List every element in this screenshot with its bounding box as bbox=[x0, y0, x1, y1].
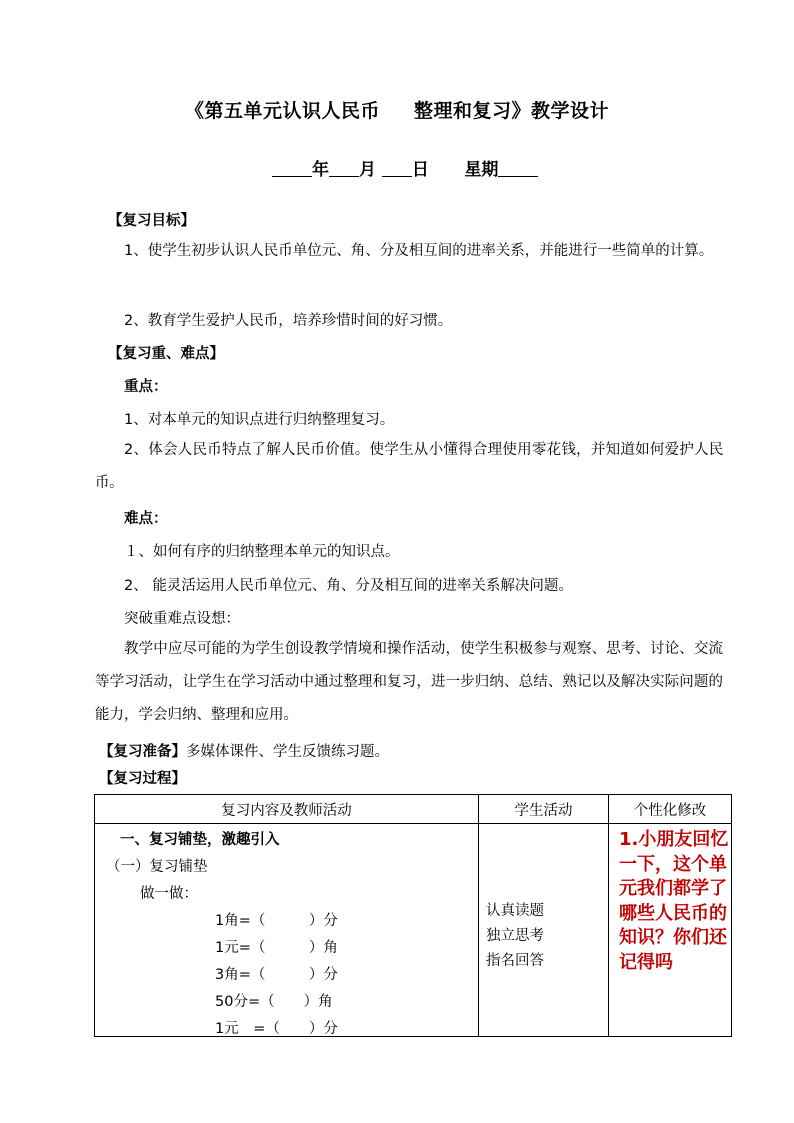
breakthrough-text: 教学中应尽可能的为学生创设教学情境和操作活动，使学生积极参与观察、思考、讨论、交流等学习活动，让学生在学习活动中通过整理和复习，进一步归纳、总结、熟记以及解决实际问题的能力，学会归纳、整理和应用。 bbox=[95, 641, 723, 723]
title-part-2: 整理和复习》教学设计 bbox=[414, 100, 610, 122]
table-header-row bbox=[95, 795, 732, 824]
teacher-activity-cell bbox=[95, 824, 479, 1037]
exercise-item: 1元 =（ ）分 bbox=[215, 1021, 338, 1037]
student-activity-item: 独立思考 bbox=[486, 928, 544, 944]
date-line bbox=[272, 155, 538, 180]
lesson-process-table bbox=[94, 794, 732, 1037]
title-part-1: 《第五单元认识人民币 bbox=[184, 100, 380, 122]
exercise-item: 50分=（ ）角 bbox=[215, 994, 333, 1010]
prep-line bbox=[99, 742, 389, 762]
goal-item-2: 2、教育学生爱护人民币，培养珍惜时间的好习惯。 bbox=[124, 313, 453, 329]
key-label: 重点： bbox=[124, 379, 168, 395]
goal-item-1: 1、使学生初步认识人民币单位元、角、分及相互间的进率关系，并能进行一些简单的计算。 bbox=[124, 243, 714, 259]
exercise-item: 1角=（ ）分 bbox=[215, 913, 338, 929]
prep-heading: 【复习准备】 bbox=[99, 744, 186, 760]
key-item-2: 2、体会人民币特点了解人民币价值。使学生从小懂得合理使用零花钱，并知道如何爱护人民币。 bbox=[95, 442, 723, 491]
header-personal-revision: 个性化修改 bbox=[609, 795, 732, 824]
day-label: 日 bbox=[411, 160, 429, 180]
exercise-prompt: 做一做： bbox=[140, 886, 198, 902]
difficult-item-2: 2、 能灵活运用人民币单位元、角、分及相互间的进率关系解决问题。 bbox=[124, 578, 573, 594]
document-title bbox=[0, 96, 794, 123]
difficult-item-1: １、如何有序的归纳整理本单元的知识点。 bbox=[124, 544, 400, 560]
key-points-heading: 【复习重、难点】 bbox=[108, 346, 224, 362]
key-item-1: 1、对本单元的知识点进行归纳整理复习。 bbox=[124, 412, 395, 428]
exercise-item: 1元=（ ）角 bbox=[215, 940, 338, 956]
year-blank bbox=[272, 158, 312, 177]
lesson-step-heading: 一、复习铺垫，激趣引入 bbox=[120, 832, 280, 848]
student-activity-cell bbox=[479, 824, 609, 1037]
goals-heading: 【复习目标】 bbox=[108, 213, 195, 229]
prep-text: 多媒体课件、学生反馈练习题。 bbox=[186, 744, 389, 760]
table-row bbox=[95, 824, 732, 1037]
weekday-blank bbox=[498, 158, 538, 177]
student-activity-item: 指名回答 bbox=[486, 953, 544, 969]
month-blank bbox=[329, 158, 359, 177]
revision-note: 1.小朋友回忆一下，这个单元我们都学了哪些人民币的知识？你们还记得吗 bbox=[619, 829, 729, 973]
month-label: 月 bbox=[359, 160, 376, 180]
lesson-substep: （一）复习铺垫 bbox=[106, 859, 208, 875]
difficult-label: 难点： bbox=[124, 511, 168, 527]
personal-revision-cell bbox=[609, 824, 732, 1037]
year-label: 年 bbox=[312, 160, 329, 180]
header-student-activity: 学生活动 bbox=[479, 795, 609, 824]
student-activity-item: 认真读题 bbox=[486, 903, 544, 919]
exercise-item: 3角=（ ）分 bbox=[215, 967, 338, 983]
day-blank bbox=[382, 158, 412, 177]
process-heading: 【复习过程】 bbox=[99, 771, 186, 787]
weekday-label: 星期 bbox=[464, 160, 499, 180]
header-teacher-activity: 复习内容及教师活动 bbox=[95, 795, 479, 824]
breakthrough-label: 突破重难点设想： bbox=[124, 611, 240, 627]
